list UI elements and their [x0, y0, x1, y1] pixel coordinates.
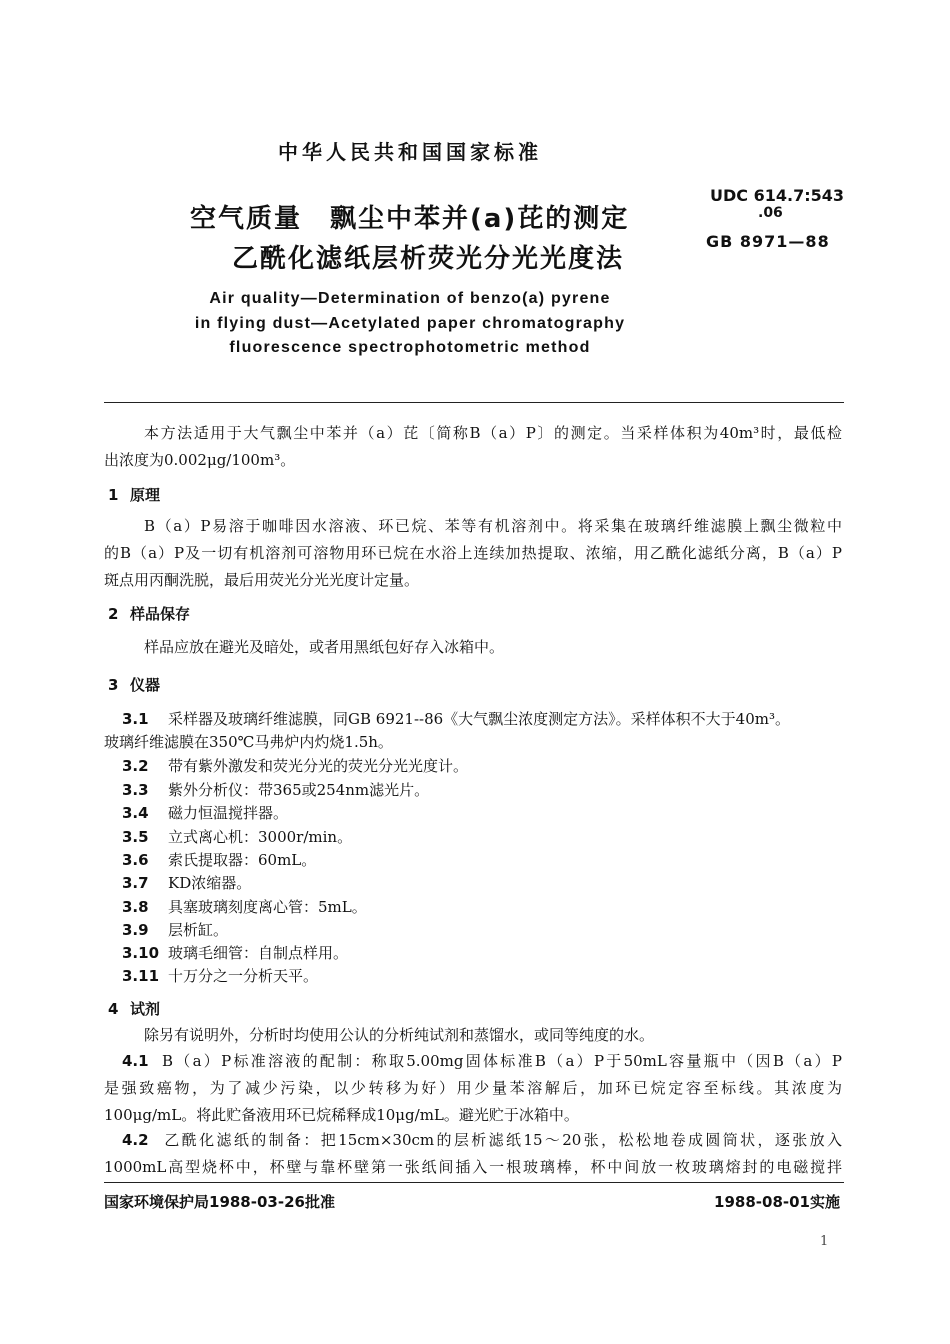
item-number: 3.2: [122, 757, 149, 775]
section-number: 3: [108, 676, 119, 694]
item-text: 具塞玻璃刻度离心管：5mL。: [168, 898, 367, 916]
body-line: 是强致癌物，为了减少污染，以少转移为好）用少量苯溶解后，加环已烷定容至标线。其浓度为: [104, 1079, 842, 1097]
list-item: [122, 802, 288, 823]
item-text: 索氏提取器：60mL。: [168, 851, 317, 869]
item-number: 3.5: [122, 828, 149, 846]
section-title: 仪器: [130, 676, 161, 694]
body-line: 100μg/mL。将此贮备液用环已烷稀释成10μg/mL。避光贮于冰箱中。: [104, 1106, 579, 1124]
national-standard-heading: 中华人民共和国国家标准: [278, 140, 542, 164]
udc-code: UDC 614.7:543: [710, 186, 844, 205]
body-line: B（a）P易溶于咖啡因水溶液、环已烷、苯等有机溶剂中。将采集在玻璃纤维滤膜上飘尘微粒中: [144, 517, 842, 535]
section-number: 1: [108, 486, 119, 504]
item-number: 3.9: [122, 921, 149, 939]
list-item-continuation: [104, 731, 393, 752]
section-number: 4: [108, 1000, 119, 1018]
item-text: 紫外分析仪：带365或254nm滤光片。: [168, 781, 430, 799]
item-text: 层析缸。: [168, 921, 229, 939]
item-text: KD浓缩器。: [168, 874, 252, 892]
item-4-1: [104, 1048, 842, 1129]
list-item: [122, 779, 429, 800]
list-item: [122, 942, 348, 963]
body-line: 1000mL高型烧杯中，杯壁与靠杯壁第一张纸间插入一根玻璃棒，杯中间放一枚玻璃熔封的电磁搅拌: [104, 1158, 842, 1176]
title-cn-line2: 乙酰化滤纸层析荧光分光光度法: [232, 244, 625, 274]
section-title: 原理: [130, 486, 161, 504]
item-number: 3.11: [122, 967, 160, 985]
body-line: [104, 1127, 842, 1154]
item-text: B（a）P标准溶液的配制：称取5.00mg固体标准B（a）P于50mL容量瓶中（因B（a）P: [162, 1052, 842, 1070]
body-line: 的B（a）P及一切有机溶剂可溶物用环已烷在水浴上连续加热提取、浓缩，用乙酰化滤纸分离，B（a）P: [104, 544, 842, 562]
item-text: 磁力恒温搅拌器。: [168, 804, 289, 822]
title-en-line1: Air quality—Determination of benzo(a) pyrene: [209, 290, 611, 307]
approval-date: 国家环境保护局1988-03-26批准: [104, 1193, 335, 1211]
section-1-heading: [108, 484, 160, 505]
section-number: 2: [108, 605, 119, 623]
list-item: [122, 896, 367, 917]
page-number: 1: [820, 1234, 829, 1249]
item-text: 玻璃纤维滤膜在350℃马弗炉内灼烧1.5h。: [104, 733, 393, 751]
section-3-heading: [108, 674, 160, 695]
section-2-body: [104, 634, 842, 661]
list-item: [122, 826, 352, 847]
item-4-2: [104, 1127, 842, 1181]
body-line: 除另有说明外，分析时均使用公认的分析纯试剂和蒸馏水，或同等纯度的水。: [144, 1026, 655, 1044]
footer-divider: [104, 1182, 844, 1183]
list-item: [122, 849, 316, 870]
effective-date: 1988-08-01实施: [714, 1193, 840, 1211]
item-number: 3.10: [122, 944, 160, 962]
title-en-line3: fluorescence spectrophotometric method: [229, 339, 591, 356]
item-text: 带有紫外激发和荧光分光的荧光分光光度计。: [168, 757, 469, 775]
scope-paragraph: [104, 420, 842, 474]
item-number: 3.7: [122, 874, 149, 892]
title-en-line2: in flying dust—Acetylated paper chromatography: [194, 315, 626, 332]
item-number: 4.1: [122, 1052, 149, 1070]
section-2-heading: [108, 603, 190, 624]
list-item: [122, 872, 251, 893]
item-number: 3.4: [122, 804, 149, 822]
scope-line: 本方法适用于大气飘尘中苯并（a）芘〔简称B（a）P〕的测定。当采样体积为40m³时，最低检: [144, 424, 842, 442]
section-title: 试剂: [130, 1000, 161, 1018]
section-4-heading: [108, 998, 160, 1019]
section-4-intro: [104, 1022, 842, 1049]
item-text: 十万分之一分析天平。: [168, 967, 319, 985]
scope-line: 出浓度为0.002μg/100m³。: [104, 451, 296, 469]
item-number: 3.3: [122, 781, 149, 799]
gb-standard-code: GB 8971—88: [706, 232, 830, 251]
item-number: 3.6: [122, 851, 149, 869]
body-line: [104, 1048, 842, 1075]
item-text: 玻璃毛细管：自制点样用。: [168, 944, 349, 962]
body-line: 样品应放在避光及暗处，或者用黑纸包好存入冰箱中。: [144, 638, 505, 656]
section-title: 样品保存: [130, 605, 191, 623]
item-text: 乙酰化滤纸的制备：把15cm×30cm的层析滤纸15～20张，松松地卷成圆筒状，逐张放入: [162, 1131, 842, 1149]
title-cn-line1: 空气质量 飘尘中苯并(a)芘的测定: [190, 204, 630, 234]
list-item: [122, 919, 228, 940]
body-line: 斑点用丙酮洗脱，最后用荧光分光光度计定量。: [104, 571, 420, 589]
udc-code-continued: .06: [758, 205, 783, 221]
list-item: [122, 708, 790, 729]
item-number: 3.8: [122, 898, 149, 916]
header-divider: [104, 402, 844, 403]
list-item: [122, 755, 468, 776]
item-number: 4.2: [122, 1131, 149, 1149]
item-text: 采样器及玻璃纤维滤膜，同GB 6921--86《大气飘尘浓度测定方法》。采样体积不大于40m³。: [168, 710, 790, 728]
item-number: 3.1: [122, 710, 149, 728]
item-text: 立式离心机：3000r/min。: [168, 828, 353, 846]
list-item: [122, 965, 318, 986]
section-1-body: [104, 513, 842, 594]
